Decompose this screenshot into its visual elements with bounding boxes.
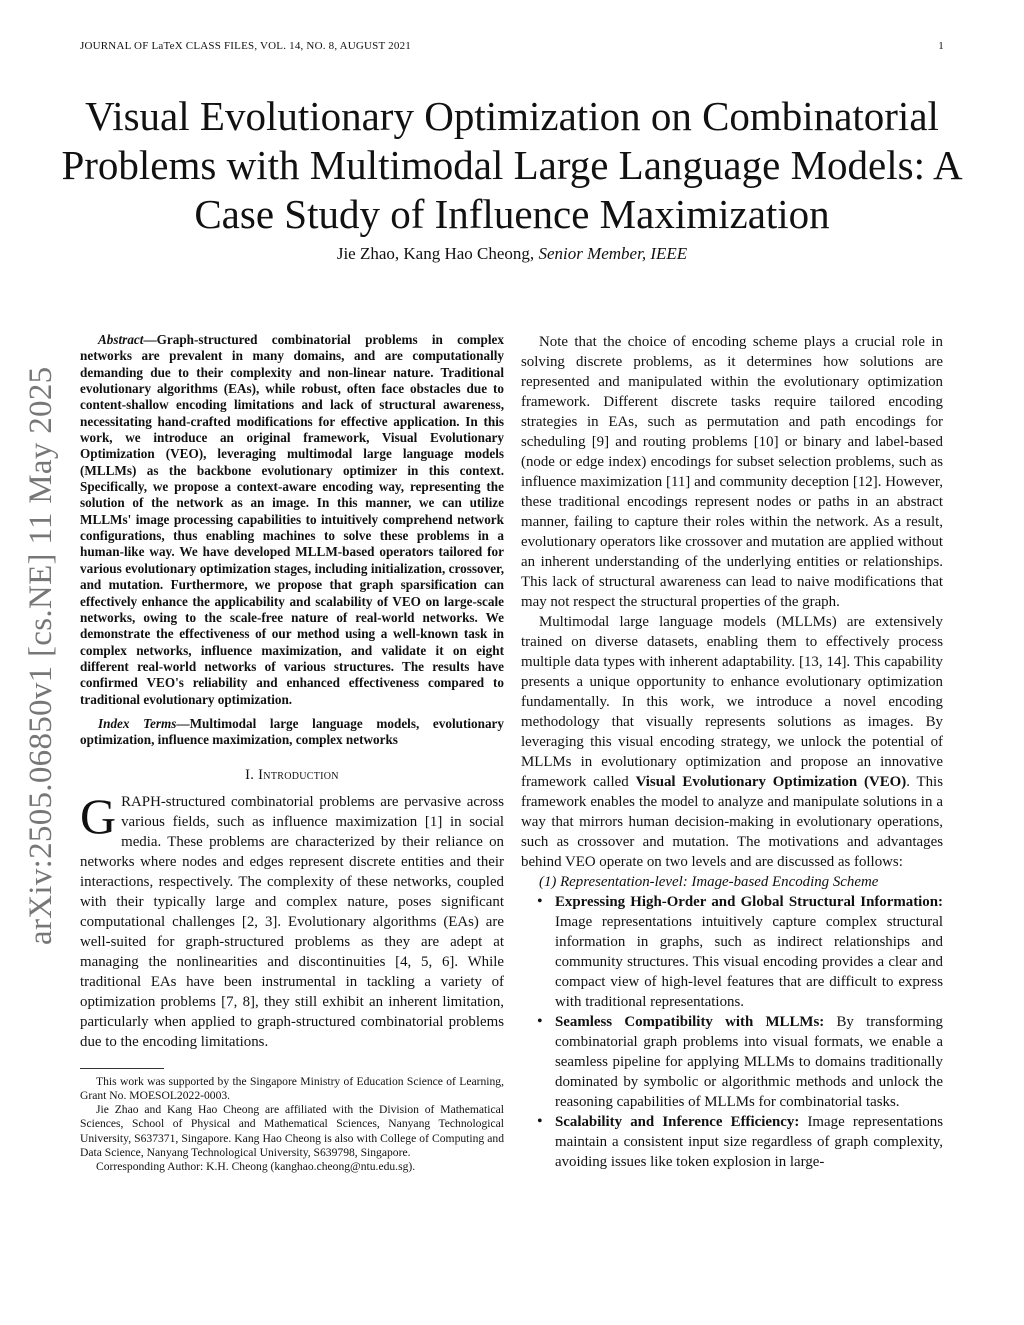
- author-names: Jie Zhao, Kang Hao Cheong,: [336, 244, 539, 263]
- paper-title: Visual Evolutionary Optimization on Combinatorial Problems with Multimodal Large Language Models: A Case Study of Influence Maximization: [61, 93, 963, 237]
- subsection-heading: (1) Representation-level: Image-based Encoding Scheme: [539, 874, 879, 890]
- index-terms-label: Index Terms: [98, 715, 177, 731]
- footnote-support: This work was supported by the Singapore Ministry of Education Science of Learning, Grant No. MOESOL2022-0003.: [80, 1074, 504, 1102]
- abstract: Abstract—Graph-structured combinatorial problems in complex networks are prevalent in many domains, and are computationally demanding due to their complexity and non-linear nature. Traditional evolutionary algorithms (EAs), while robust, often face obstacles due to content-shallow encoding limitations and lack of structural awareness, necessitating hand-crafted modifications for effective application. In this work, we introduce an original framework, Visual Evolutionary Optimization (VEO), leveraging multimodal large language models (MLLMs) as the backbone evolutionary optimizer in this context. Specifically, we propose a context-aware encoding way, representing the solution of the network as an image. In this manner, we can utilize MLLMs' image processing capabilities to intuitively comprehend network configurations, thus enabling machines to solve these problems in a human-like way. We have developed MLLM-based operators tailored for various evolutionary optimization stages, including initialization, crossover, and mutation. Furthermore, we propose that graph sparsification can effectively enhance the applicability and scalability of VEO on large-scale networks, owing to the scale-free nature of real-world networks. We demonstrate the effectiveness of our method using a well-known task in complex networks, influence maximization, and validate it on eight different real-world networks of various structures. The results have confirmed VEO's reliability and enhanced effectiveness compared to traditional evolutionary optimization.: [80, 332, 504, 707]
- veo-name: Visual Evolutionary Optimization (VEO): [635, 774, 907, 790]
- abstract-label: Abstract: [98, 332, 144, 347]
- mllm-text-a: Multimodal large language models (MLLMs) are extensively trained on diverse datasets, enabling them to effectively process multiple data types with inherent adaptability. [13, 14]. This capability presents a unique opportunity to enhance evolutionary optimization fundamentally. In this work, we introduce a novel encoding methodology that visually represents solutions as images. By leveraging this visual encoding strategy, we unlock the potential of MLLMs in evolutionary optimization and propose an innovative framework called: [521, 614, 943, 790]
- mllm-text-b: . This framework enables the model to analyze and manipulate solutions in a way that mirrors human decision-making in evolutionary operations, such as crossover and mutation. The motivations and advantages behind VEO operate on two levels and are discussed as follows:: [521, 774, 943, 870]
- abstract-text: Graph-structured combinatorial problems in complex networks are prevalent in many domains, and are computationally demanding due to their complexity and non-linear nature. Traditional evolutionary algorithms (EAs), while robust, often face obstacles due to content-shallow encoding limitations and lack of structural awareness, necessitating hand-crafted modifications for effective application. In this work, we introduce an original framework, Visual Evolutionary Optimization (VEO), leveraging multimodal large language models (MLLMs) as the backbone evolutionary optimizer in this context. Specifically, we propose a context-aware encoding way, representing the solution of the network as an image. In this manner, we can utilize MLLMs' image processing capabilities to intuitively comprehend network configurations, thus enabling machines to solve these problems in a human-like way. We have developed MLLM-based operators tailored for various evolutionary optimization stages, including initialization, crossover, and mutation. Furthermore, we propose that graph sparsification can effectively enhance the applicability and scalability of VEO on large-scale networks, owing to the scale-free nature of real-world networks. We demonstrate the effectiveness of our method using a well-known task in complex networks, influence maximization, and validate it on eight different real-world networks of various structures. The results have confirmed VEO's reliability and enhanced effectiveness compared to traditional evolutionary optimization.: [80, 332, 504, 707]
- intro-paragraph: [80, 787, 504, 1052]
- footnote-corresponding: Corresponding Author: K.H. Cheong (kanghao.cheong@ntu.edu.sg).: [96, 1160, 416, 1174]
- list-item-title: Scalability and Inference Efficiency:: [555, 1114, 800, 1130]
- index-terms-text: Multimodal large language models, evolutionary optimization, influence maximization, complex networks: [80, 715, 504, 748]
- list-item: [555, 1012, 943, 1112]
- right-column: [521, 332, 943, 1172]
- author-line: [60, 244, 964, 264]
- list-item-title: Seamless Compatibility with MLLMs:: [555, 1014, 825, 1030]
- author-role: Senior Member, IEEE: [538, 244, 688, 263]
- footnote-rule: [80, 1068, 164, 1069]
- list-item-text: Image representations intuitively capture complex structural information in graphs, such as indirect relationships and community structures. This visual encoding provides a clear and compact view of high-level features that are difficult to express with traditional representations.: [555, 914, 943, 1010]
- section-heading: [80, 767, 504, 784]
- intro-text: RAPH-structured combinatorial problems are pervasive across various fields, such as influence maximization [1] in social media. These problems are characterized by their reliance on networks where nodes and edges represent discrete entities and their interactions, respectively. The complexity of these networks, coupled with their typically large and complex nature, poses significant computational challenges [2, 3]. Evolutionary algorithms (EAs) are well-suited for graph-structured problems as they are adept at managing the nonlinearities and discontinuities [4, 5, 6]. While traditional EAs have been instrumental in tackling a variety of optimization problems [7, 8], they still exhibit an inherent limitation, particularly when applied to graph-structured combinatorial problems due to the encoding limitations.: [80, 793, 504, 1050]
- page-number: 1: [938, 40, 944, 52]
- section-title: Introduction: [258, 766, 339, 783]
- advantages-list: [521, 892, 943, 1172]
- footnote-affiliation: Jie Zhao and Kang Hao Cheong are affiliated with the Division of Mathematical Sciences, School of Physical and Mathematical Sciences, Nanyang Technological University, S637371, Singapore. Kang Hao Cheong is also with College of Computing and Data Science, Nanyang Technological University, S639798, Singapore.: [80, 1103, 504, 1160]
- left-column: [80, 332, 504, 1175]
- mllm-paragraph: [521, 612, 943, 872]
- section-number: I.: [245, 766, 255, 783]
- list-item-title: Expressing High-Order and Global Structural Information:: [555, 894, 943, 910]
- drop-cap: G: [80, 787, 117, 844]
- list-item: [555, 892, 943, 1012]
- index-terms: Index Terms—Multimodal large language models, evolutionary optimization, influence maximization, complex networks: [80, 715, 504, 748]
- running-header: JOURNAL OF LaTeX CLASS FILES, VOL. 14, NO. 8, AUGUST 2021: [80, 40, 411, 52]
- list-item-text: By transforming combinatorial graph problems into visual formats, we enable a seamless pipeline for applying MLLMs to domains traditionally dominated by symbolic or algorithmic methods and unlock the reasoning capabilities of MLLMs for combinatorial tasks.: [555, 1014, 943, 1110]
- list-item: [555, 1112, 943, 1172]
- arxiv-watermark: arXiv:2505.06850v1 [cs.NE] 11 May 2025: [23, 366, 59, 945]
- encoding-paragraph: Note that the choice of encoding scheme plays a crucial role in solving discrete problems, as it determines how solutions are represented and manipulated within the evolutionary optimization framework. Different discrete tasks require tailored encoding strategies in EAs, such as permutation and path encodings for scheduling [9] and routing problems [10] or binary and label-based (node or edge index) encodings for subset selection problems, such as influence maximization [11] and community deception [12]. However, these traditional encodings represent nodes or paths in an abstract manner, failing to capture their roles within the network. As a result, evolutionary operators like crossover and mutation are applied without an inherent understanding of the underlying entities or relationships. This lack of structural awareness can lead to naive modifications that may not respect the structural properties of the graph.: [521, 334, 943, 610]
- list-item-text: Image representations maintain a consistent input size regardless of graph complexity, avoiding issues like token explosion in large-: [555, 1114, 943, 1170]
